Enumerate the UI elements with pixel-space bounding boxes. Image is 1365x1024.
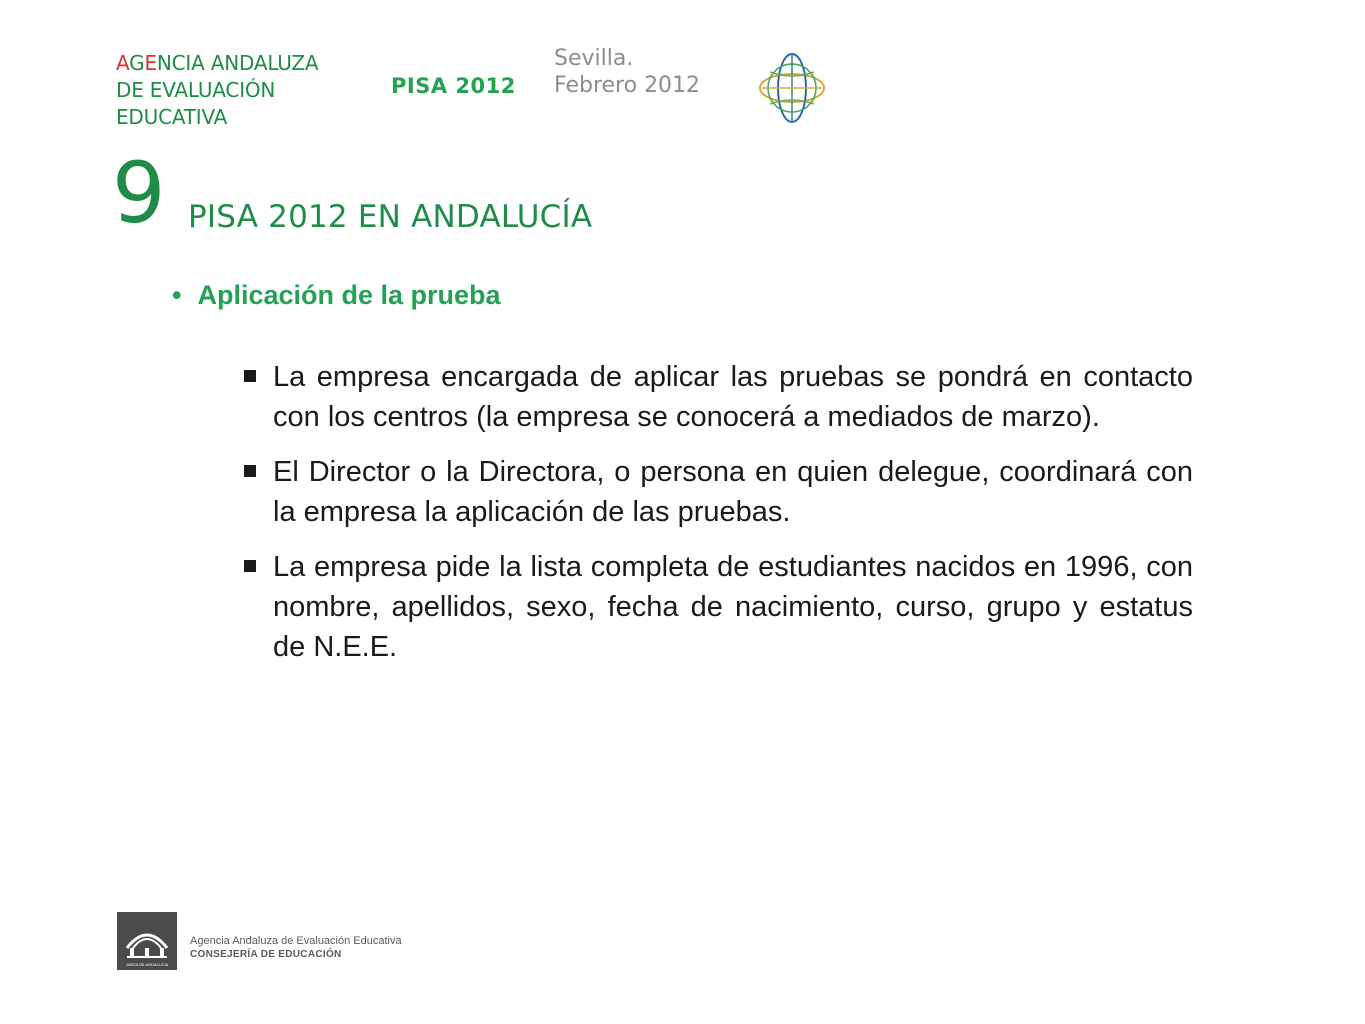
place-date [554,45,700,99]
globe-logo-icon [752,50,832,126]
bullet-list [244,357,1193,682]
list-item-text: La empresa pide la lista completa de estudiantes nacidos en 1996, con nombre, apellidos, sexo, fecha de nacimiento, curso, grupo y estatus de N.E.E. [273,551,1193,663]
city-label: Sevilla. [554,46,634,71]
list-item-text: El Director o la Directora, o persona en quien delegue, coordinará con la empresa la aplicación de las pruebas. [273,456,1193,528]
footer-agency: Agencia Andaluza de Evaluación Educativa [190,935,402,947]
section-title: PISA 2012 EN ANDALUCÍA [188,199,593,235]
agency-name [116,50,318,131]
square-bullet-icon [244,560,256,572]
agency-line-3: EDUCATIVA [116,105,228,129]
subheading [172,280,501,311]
footer-department: CONSEJERÍA DE EDUCACIÓN [190,949,342,960]
footer-organization [190,934,402,962]
bullet-dot-icon: • [172,280,182,310]
pisa-tag: PISA 2012 [391,74,516,98]
section-number: 9 [112,144,166,242]
list-item-text: La empresa encargada de aplicar las pruebas se pondrá en contacto con los centros (la empresa se conocerá a mediados de marzo). [273,361,1193,433]
list-item [244,357,1193,437]
agency-line-1: AGENCIA ANDALUZA [116,51,319,75]
date-label: Febrero 2012 [554,73,701,98]
square-bullet-icon [244,465,256,477]
logo-caption: JUNTA DE ANDALUCIA [125,962,169,967]
list-item [244,452,1193,532]
agency-line-2: DE EVALUACIÓN [116,78,276,102]
junta-andalucia-logo-icon [117,912,177,970]
square-bullet-icon [244,370,256,382]
list-item [244,547,1193,667]
subheading-text: Aplicación de la prueba [197,280,501,310]
